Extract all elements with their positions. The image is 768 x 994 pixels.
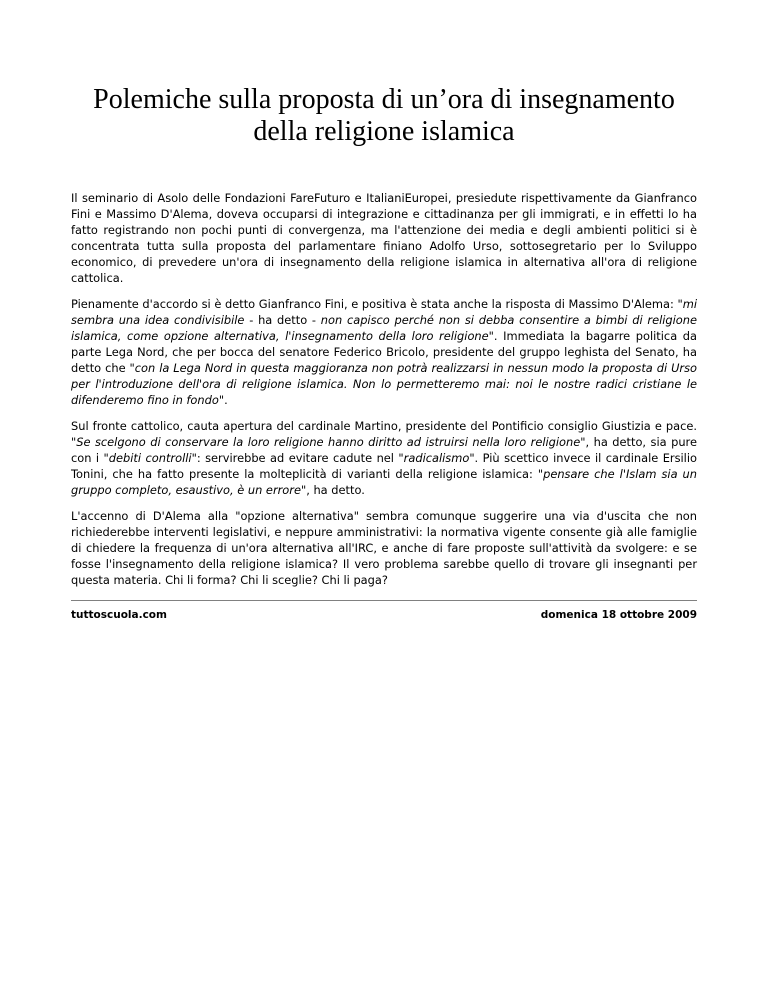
body-text: ": servirebbe ad evitare cadute nel ": [191, 451, 404, 465]
body-text: ". Più scettico invece il cardinale Ersilio Tonini, che ha fatto presente la molteplicità di varianti della religione islamica: ": [71, 451, 697, 481]
quote-text: Se scelgono di conservare la loro religione hanno diritto ad istruirsi nella loro religione: [76, 435, 581, 449]
quote-text: debiti controlli: [108, 451, 192, 465]
quote-text: pensare che l'Islam sia un gruppo completo, esaustivo, è un errore: [71, 467, 697, 497]
body-text: Il seminario di Asolo delle Fondazioni FareFuturo e ItalianiEuropei, presiedute rispettivamente da Gianfranco Fini e Massimo D'Alema, doveva occuparsi di integrazione e cittadinanza per gli immigrati, e in effetti lo ha fatto registrando non pochi punti di convergenza, ma l'attenzione dei media e degli ambienti politici si è concentrata tutta sulla proposta del parlamentare finiano Adolfo Urso, sottosegretario per lo Sviluppo economico, di prevedere un'ora di insegnamento della religione islamica in alternativa all'ora di religione cattolica.: [71, 191, 697, 285]
body-text: ". Immediata la bagarre politica da parte Lega Nord, che per bocca del senatore Federico Bricolo, presidente del gruppo leghista del Senato, ha detto che ": [71, 329, 697, 375]
body-text: Sul fronte cattolico, cauta apertura del cardinale Martino, presidente del Pontificio consiglio Giustizia e pace. ": [71, 419, 697, 449]
body-text: ", ha detto.: [300, 483, 365, 497]
page-title: [71, 84, 697, 148]
paragraph-1: [71, 190, 697, 286]
quote-text: mi sembra una idea condivisibile: [71, 297, 697, 327]
body-text: ", ha detto, sia pure con i ": [71, 435, 697, 465]
paragraph-2: [71, 296, 697, 408]
footer-divider: [71, 600, 697, 601]
quote-text: radicalismo: [403, 451, 470, 465]
body-text: ".: [218, 393, 228, 407]
document-page: [71, 0, 697, 621]
body-text: Pienamente d'accordo si è detto Gianfranco Fini, e positiva è stata anche la risposta di Massimo D'Alema: ": [71, 297, 683, 311]
title-line-1: Polemiche sulla proposta di un’ora di insegnamento: [93, 84, 675, 115]
title-line-2: della religione islamica: [253, 116, 515, 147]
body-text: - ha detto -: [244, 313, 321, 327]
article-body: [71, 190, 697, 588]
paragraph-3: [71, 418, 697, 498]
footer-source: tuttoscuola.com: [71, 609, 167, 621]
body-text: L'accenno di D'Alema alla "opzione alternativa" sembra comunque suggerire una via d'uscita che non richiederebbe interventi legislativi, e neppure amministrativi: la normativa vigente consente già alle famiglie di chiedere la frequenza di un'ora alternativa all'IRC, e anche di fare proposte sull'attività da svolgere: e se fosse l'insegnamento della religione islamica? Il vero problema sarebbe quello di trovare gli insegnanti per questa materia. Chi li forma? Chi li sceglie? Chi li paga?: [71, 509, 697, 587]
page-footer: [71, 609, 697, 621]
paragraph-4: [71, 508, 697, 588]
quote-text: non capisco perché non si debba consentire a bimbi di religione islamica, come opzione alternativa, l'insegnamento della loro religione: [71, 313, 697, 343]
footer-date: domenica 18 ottobre 2009: [540, 609, 697, 621]
quote-text: con la Lega Nord in questa maggioranza non potrà realizzarsi in nessun modo la proposta di Urso per l'introduzione dell'ora di religione islamica. Non lo permetteremo mai: noi le nostre radici cristiane le difenderemo fino in fondo: [71, 361, 697, 407]
